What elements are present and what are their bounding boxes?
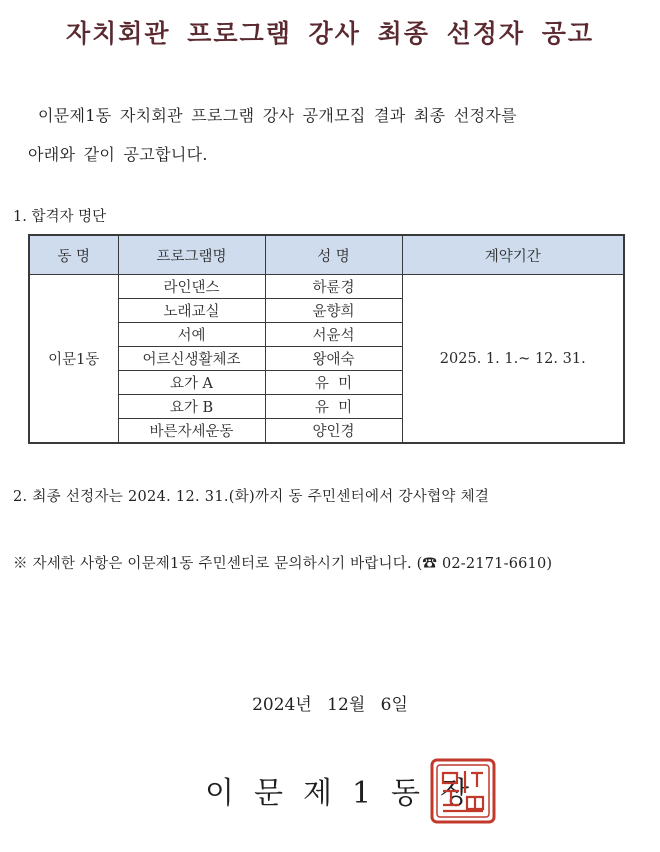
phone-icon: ☎ (422, 556, 438, 572)
name-cell: 왕애숙 (265, 347, 402, 371)
inquiry-notice (13, 552, 552, 573)
roster-table (28, 234, 625, 444)
name-cell: 유 미 (265, 371, 402, 395)
name-cell: 하륜경 (265, 275, 402, 299)
inquiry-text: ※ 자세한 사항은 이문제1동 주민센터로 문의하시기 바랍니다. ( (13, 556, 423, 572)
name-cell: 윤향희 (265, 299, 402, 323)
program-cell: 서예 (118, 323, 265, 347)
name-cell: 서윤석 (265, 323, 402, 347)
intro-line-2: 아래와 같이 공고합니다. (28, 145, 208, 164)
table-row (29, 275, 624, 299)
program-cell: 노래교실 (118, 299, 265, 323)
program-cell: 요가 B (118, 395, 265, 419)
program-cell: 바른자세운동 (118, 419, 265, 444)
dong-cell: 이문1동 (29, 275, 118, 444)
header-name: 성 명 (265, 235, 402, 275)
page-title: 자치회관 프로그램 강사 최종 선정자 공고 (65, 19, 595, 48)
official-seal-icon (429, 757, 497, 825)
header-period: 계약기간 (402, 235, 624, 275)
phone-number: 02-2171-6610 (441, 556, 547, 572)
header-dong: 동 명 (29, 235, 118, 275)
table-header-row (29, 235, 624, 275)
period-cell: 2025. 1. 1.~ 12. 31. (402, 275, 624, 444)
program-cell: 어르신생활체조 (118, 347, 265, 371)
announcement-date: 2024년 12월 6일 (252, 695, 408, 715)
inquiry-close: ) (546, 556, 553, 572)
intro-paragraph (28, 96, 643, 174)
name-cell: 유 미 (265, 395, 402, 419)
section-title-roster: 1. 합격자 명단 (13, 209, 107, 225)
program-cell: 요가 A (118, 371, 265, 395)
signer-name: 이문제1동장 (205, 776, 489, 811)
program-cell: 라인댄스 (118, 275, 265, 299)
name-cell: 양인경 (265, 419, 402, 444)
intro-line-1: 이문제1동 자치회관 프로그램 강사 공개모집 결과 최종 선정자를 (38, 106, 517, 125)
agreement-notice: 2. 최종 선정자는 2024. 12. 31.(화)까지 동 주민센터에서 강사협약 체결 (13, 489, 490, 505)
header-program: 프로그램명 (118, 235, 265, 275)
